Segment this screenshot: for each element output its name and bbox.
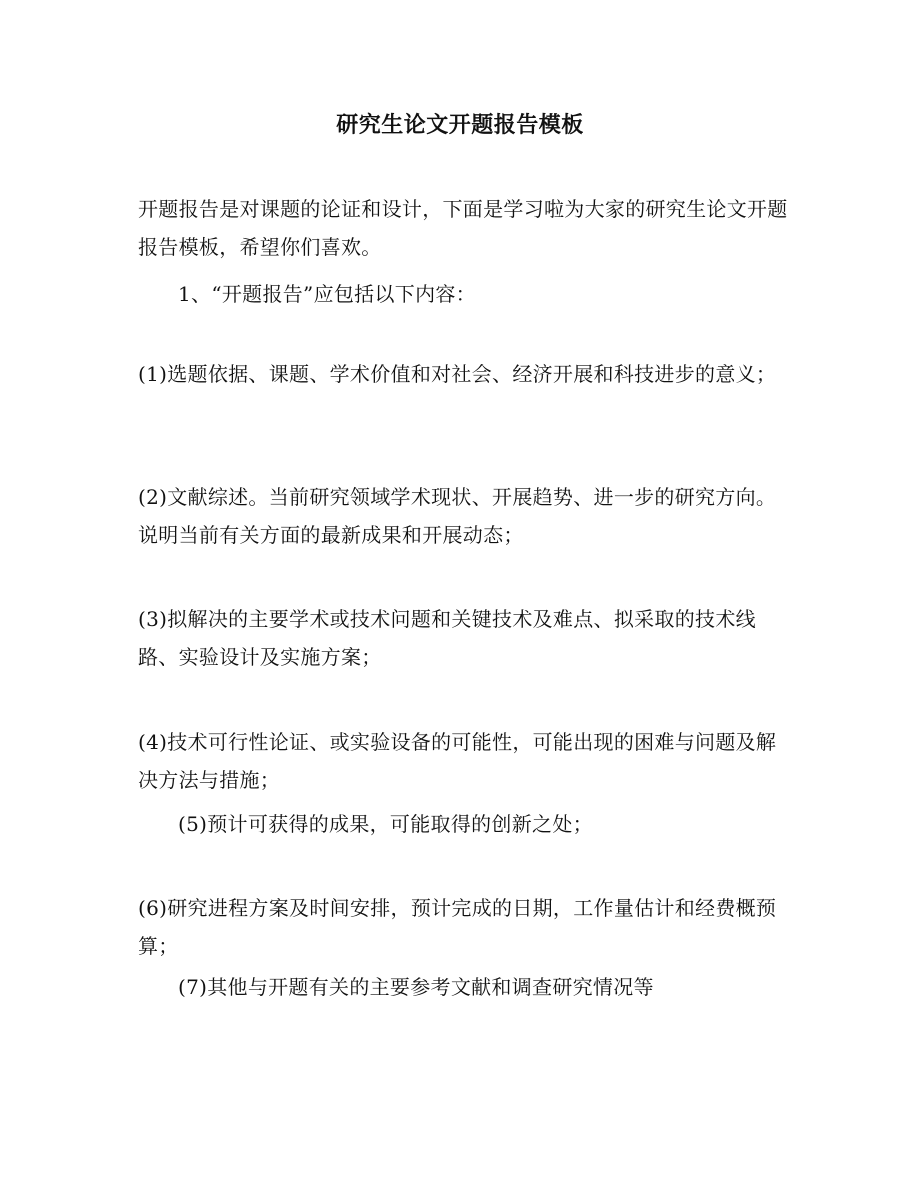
- list-item-7: (7)其他与开题有关的主要参考文献和调查研究情况等: [178, 975, 654, 999]
- list-item-3: (3)拟解决的主要学术或技术问题和关键技术及难点、拟采取的技术线路、实验设计及实施方案；: [138, 607, 756, 669]
- list-item-6: (6)研究进程方案及时间安排，预计完成的日期，工作量估计和经费概预算；: [138, 896, 777, 958]
- list-item-5: (5)预计可获得的成果，可能取得的创新之处；: [178, 812, 593, 836]
- list-item-4: (4)技术可行性论证、或实验设备的可能性，可能出现的困难与问题及解决方法与措施；: [138, 730, 777, 792]
- list-item-2: (2)文献综述。当前研究领域学术现状、开展趋势、进一步的研究方向。说明当前有关方面的最新成果和开展动态；: [138, 485, 777, 547]
- document-title: 研究生论文开题报告模板: [336, 112, 584, 138]
- section-heading-1: 1、“开题报告”应包括以下内容：: [178, 282, 476, 306]
- intro-paragraph: 开题报告是对课题的论证和设计，下面是学习啦为大家的研究生论文开题报告模板，希望你们喜欢。: [138, 197, 788, 259]
- list-item-1: (1)选题依据、课题、学术价值和对社会、经济开展和科技进步的意义；: [138, 362, 777, 386]
